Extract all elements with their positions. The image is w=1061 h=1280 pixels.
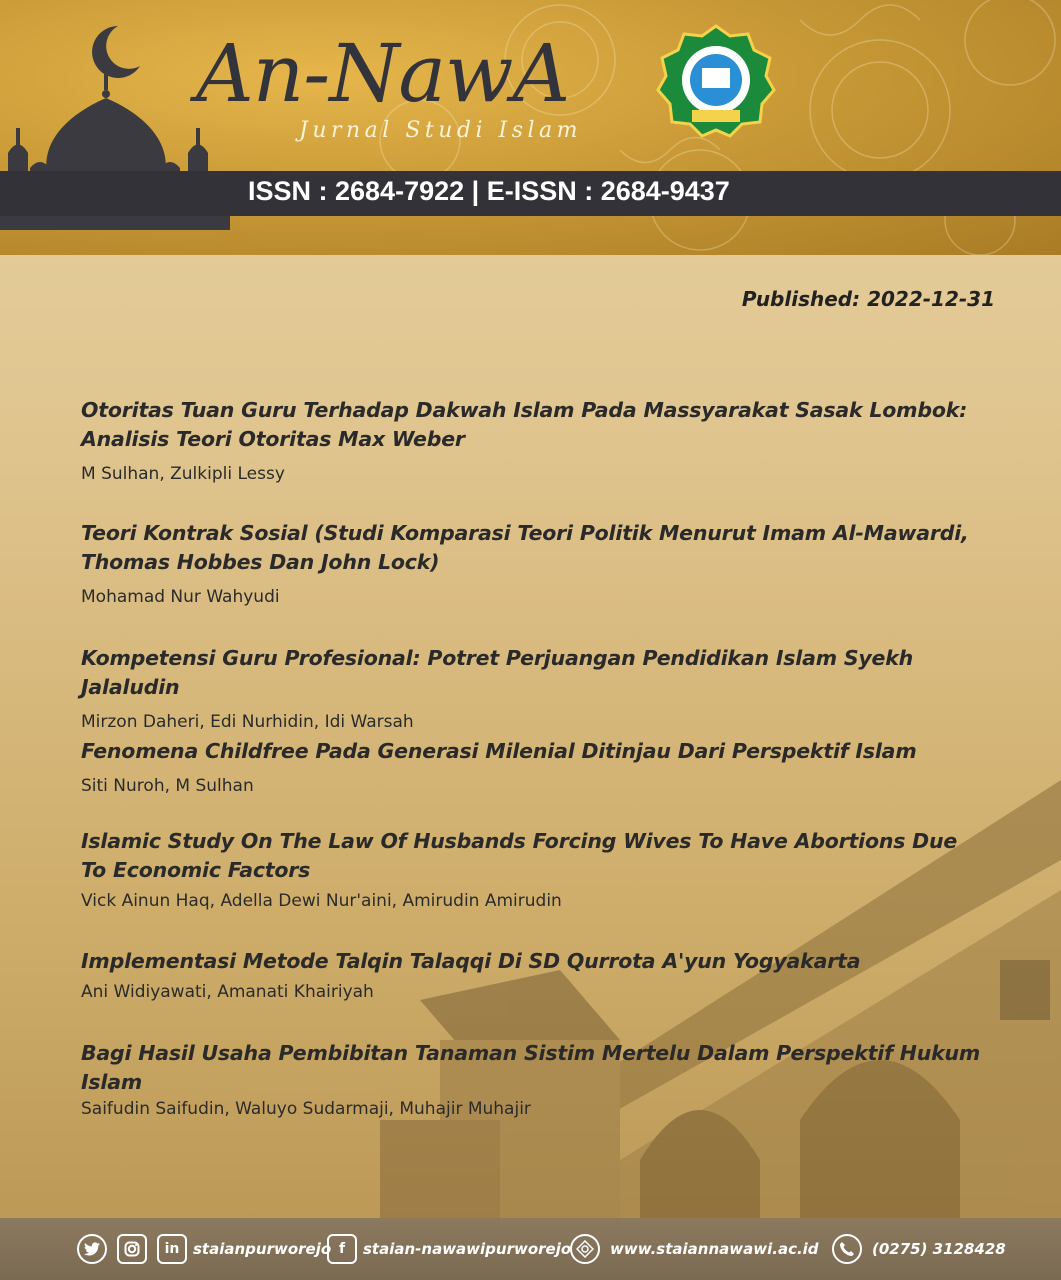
footer-bar	[0, 1218, 1061, 1280]
journal-name: An-NawA	[196, 27, 570, 120]
article-authors: Mohamad Nur Wahyudi	[81, 587, 280, 607]
published-date: Published: 2022-12-31	[741, 287, 995, 311]
article-item	[81, 737, 981, 796]
article-authors: M Sulhan, Zulkipli Lessy	[81, 464, 285, 484]
article-authors: Mirzon Daheri, Edi Nurhidin, Idi Warsah	[81, 712, 414, 732]
issn-text: ISSN : 2684-7922 | E-ISSN : 2684-9437	[248, 176, 730, 206]
linkedin-icon[interactable]: in	[157, 1234, 187, 1264]
article-title[interactable]: Islamic Study On The Law Of Husbands Forcing Wives To Have Abortions Due To Economic Factors	[81, 829, 958, 882]
article-title[interactable]: Kompetensi Guru Profesional: Potret Perjuangan Pendidikan Islam Syekh Jalaludin	[81, 646, 914, 699]
phone-icon[interactable]	[832, 1234, 862, 1264]
phone-number[interactable]: (0275) 3128428	[872, 1240, 1006, 1258]
article-item	[81, 947, 981, 1002]
article-item	[81, 644, 981, 732]
article-title[interactable]: Implementasi Metode Talqin Talaqqi Di SD Qurrota A'yun Yogyakarta	[81, 949, 861, 973]
instagram-icon[interactable]	[117, 1234, 147, 1264]
social-handle[interactable]: staianpurworejo	[193, 1240, 332, 1258]
article-authors: Siti Nuroh, M Sulhan	[81, 776, 254, 796]
article-authors: Saifudin Saifudin, Waluyo Sudarmaji, Muhajir Muhajir	[81, 1099, 531, 1119]
article-title[interactable]: Bagi Hasil Usaha Pembibitan Tanaman Sistim Mertelu Dalam Perspektif Hukum Islam	[81, 1041, 981, 1094]
article-item	[81, 827, 981, 911]
globe-icon[interactable]	[570, 1234, 600, 1264]
article-title[interactable]: Teori Kontrak Sosial (Studi Komparasi Teori Politik Menurut Imam Al-Mawardi, Thomas Hobbes Dan John Lock)	[81, 521, 969, 574]
header-banner	[0, 0, 1061, 255]
journal-logo	[196, 28, 646, 148]
social-links	[77, 1218, 331, 1280]
journal-subtitle: Jurnal Studi Islam	[299, 118, 583, 143]
article-authors: Vick Ainun Haq, Adella Dewi Nur'aini, Amirudin Amirudin	[81, 891, 562, 911]
article-item	[81, 519, 981, 607]
article-item	[81, 396, 981, 484]
article-item	[81, 1039, 981, 1119]
facebook-link	[327, 1218, 571, 1280]
facebook-handle[interactable]: staian-nawawipurworejo	[363, 1240, 572, 1258]
article-title[interactable]: Otoritas Tuan Guru Terhadap Dakwah Islam Pada Massyarakat Sasak Lombok: Analisis Teori Otoritas Max Weber	[81, 398, 968, 451]
article-title[interactable]: Fenomena Childfree Pada Generasi Milenial Ditinjau Dari Perspektif Islam	[81, 739, 917, 763]
twitter-icon[interactable]	[77, 1234, 107, 1264]
article-authors: Ani Widiyawati, Amanati Khairiyah	[81, 982, 374, 1002]
website-url[interactable]: www.staiannawawi.ac.id	[610, 1240, 819, 1258]
facebook-icon[interactable]: f	[327, 1234, 357, 1264]
phone-contact	[832, 1218, 1006, 1280]
institution-seal-icon	[656, 24, 776, 139]
website-link	[570, 1218, 819, 1280]
